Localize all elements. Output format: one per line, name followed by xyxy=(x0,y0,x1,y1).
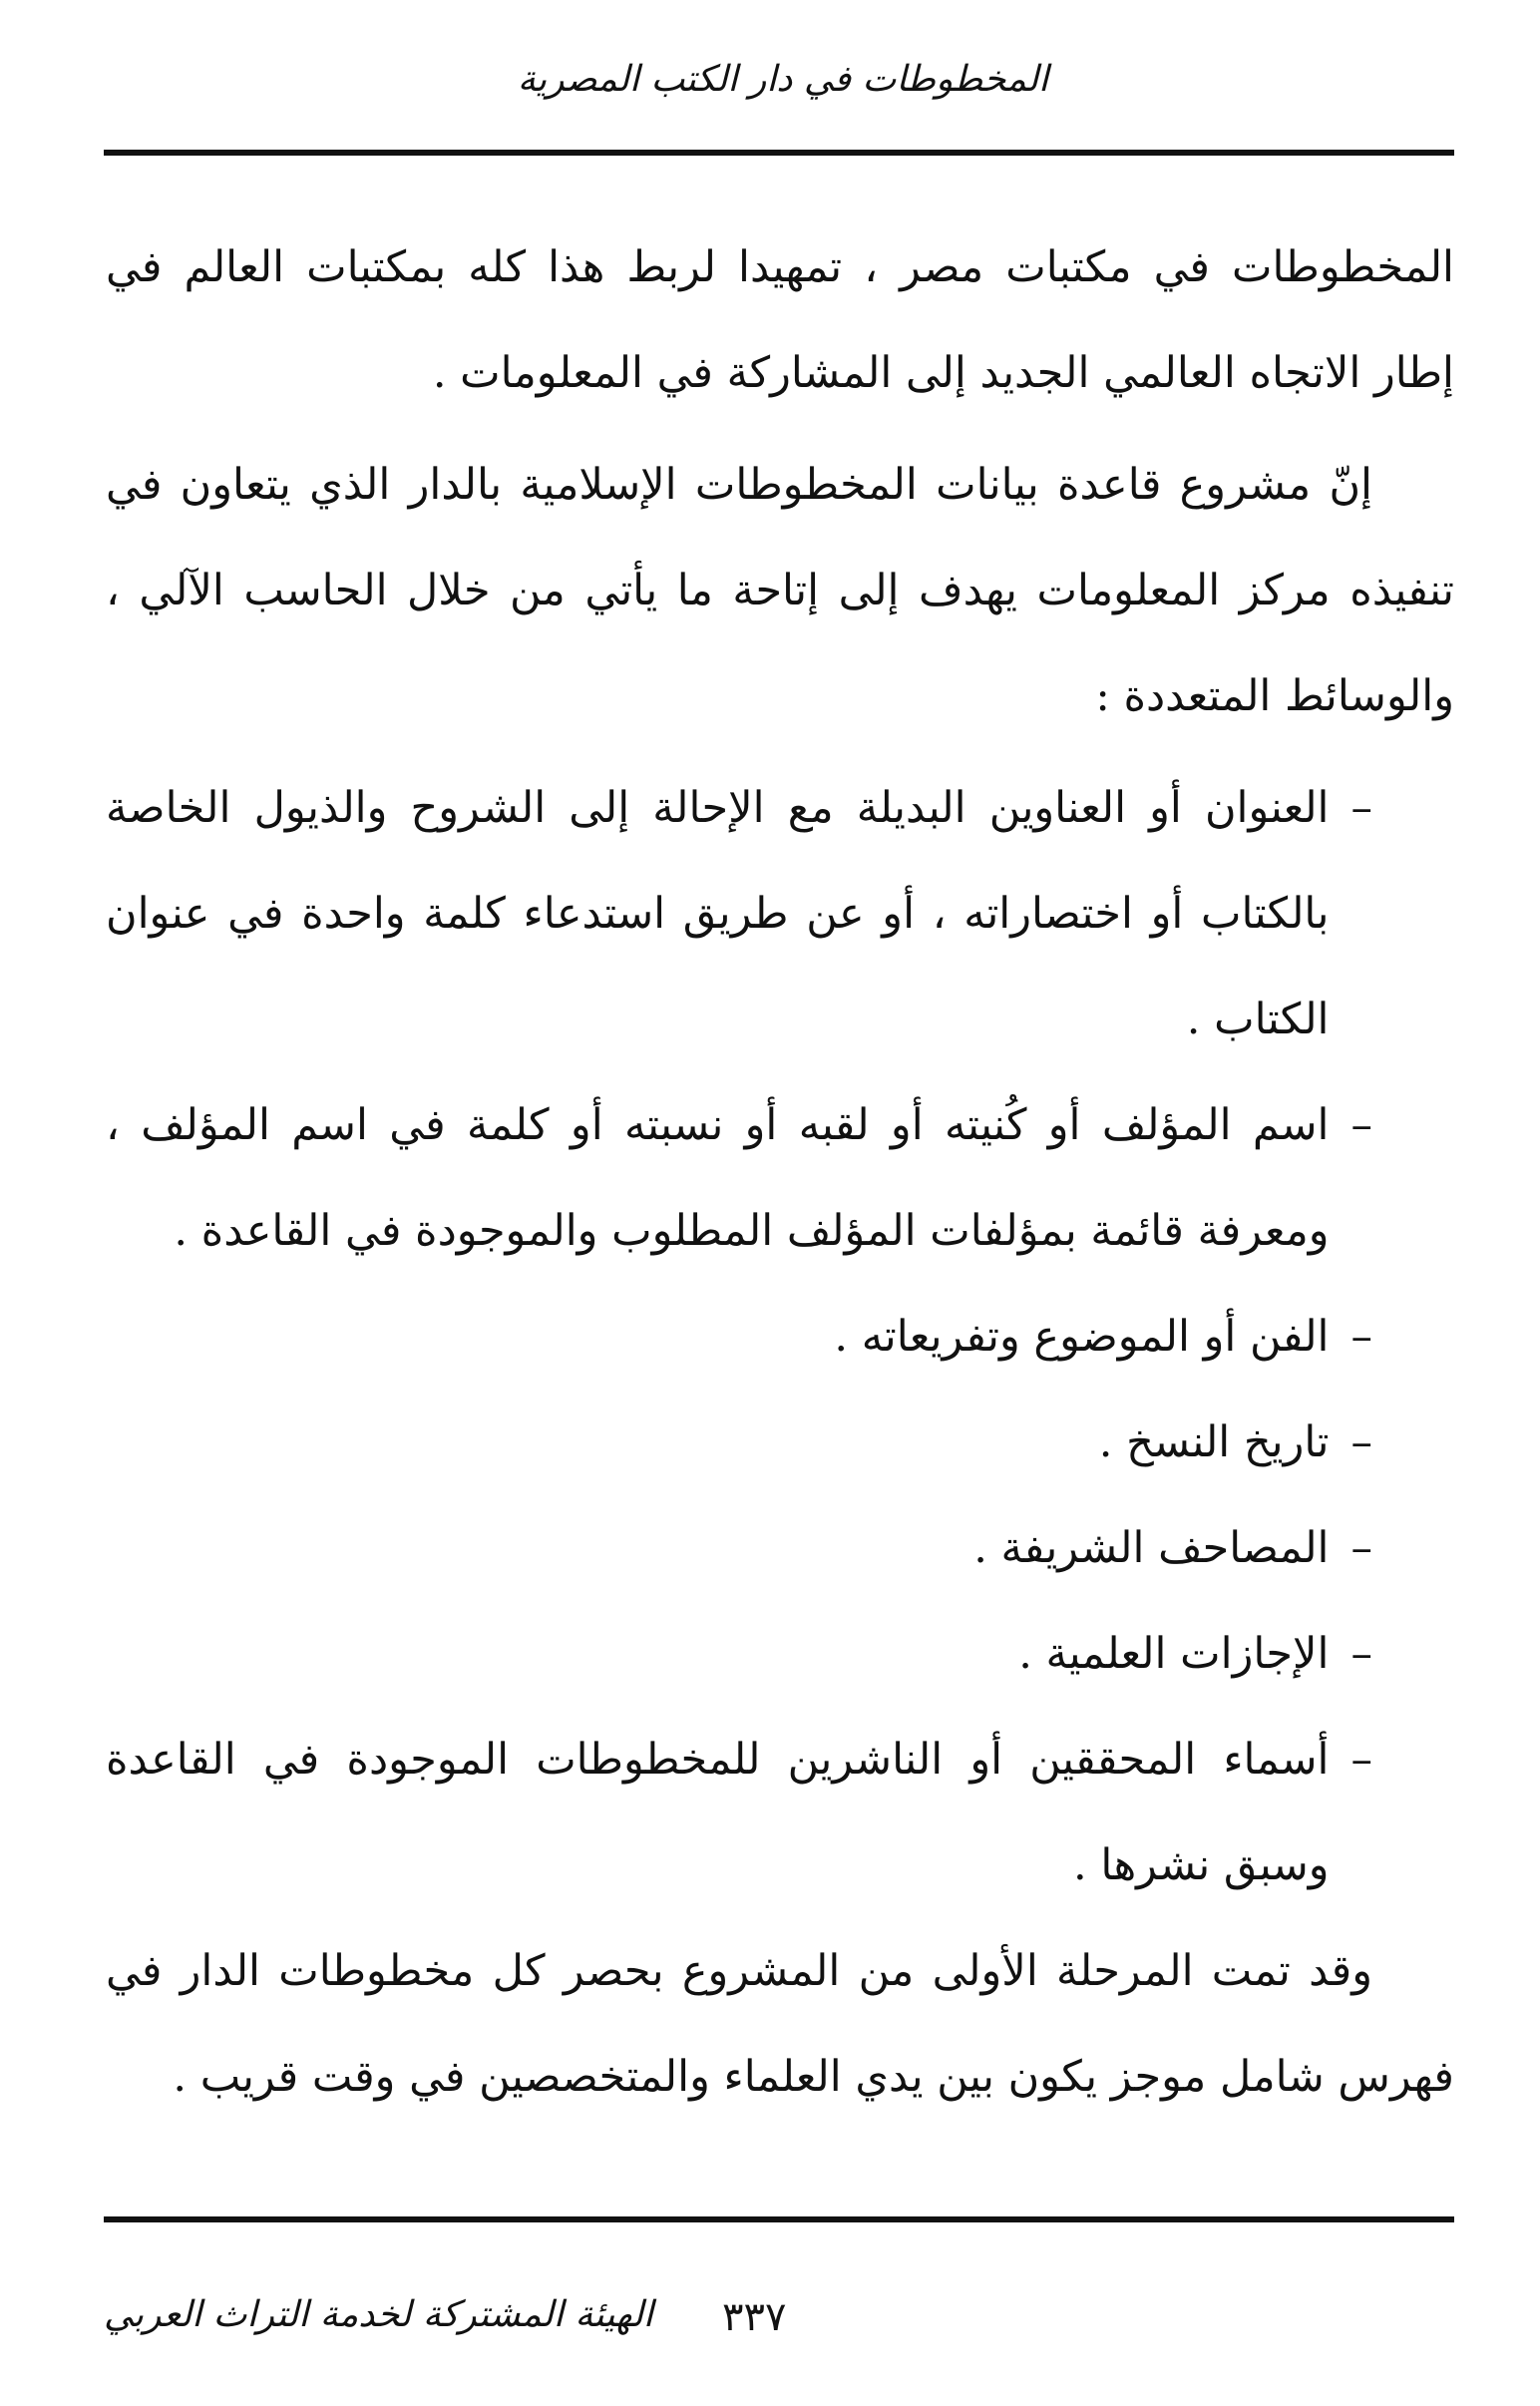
body-text xyxy=(106,214,1454,2136)
paragraph-project: إنّ مشروع قاعدة بيانات المخطوطات الإسلامية بالدار الذي يتعاون في تنفيذه مركز المعلومات يهدف إلى إتاحة ما يأتي من خلال الحاسب الآلي ، والوسائط المتعددة : xyxy=(106,460,1454,721)
dash-marker: – xyxy=(1350,1312,1372,1362)
list-item-mushafs xyxy=(106,1495,1454,1601)
page-footer xyxy=(104,2294,1454,2354)
footer-rule xyxy=(104,2216,1454,2222)
list-item-text: تاريخ النسخ . xyxy=(1098,1417,1330,1467)
dash-marker: – xyxy=(1350,1629,1372,1679)
paragraph-continuation: المخطوطات في مكتبات مصر ، تمهيدا لربط هذا كله بمكتبات العالم في إطار الاتجاه العالمي الجديد إلى المشاركة في المعلومات . xyxy=(106,242,1454,398)
list-item-ijazat xyxy=(106,1601,1454,1707)
page-number: ٣٣٧ xyxy=(722,2294,787,2340)
dash-marker: – xyxy=(1350,1735,1372,1785)
list-item-copy-date xyxy=(106,1390,1454,1495)
list-item-text: المصاحف الشريفة . xyxy=(973,1523,1330,1573)
list-item-text: الإجازات العلمية . xyxy=(1018,1629,1330,1679)
paragraph-first-phase: وقد تمت المرحلة الأولى من المشروع بحصر كل مخطوطات الدار في فهرس شامل موجز يكون بين يدي العلماء والمتخصصين في وقت قريب . xyxy=(106,1946,1454,2102)
list-item-text: العنوان أو العناوين البديلة مع الإحالة إلى الشروح والذيول الخاصة بالكتاب أو اختصاراته ، أو عن طريق استدعاء كلمة واحدة في عنوان الكتاب . xyxy=(106,783,1330,1044)
list-item-text: اسم المؤلف أو كُنيته أو لقبه أو نسبته أو كلمة في اسم المؤلف ، ومعرفة قائمة بمؤلفات المؤلف المطلوب والموجودة في القاعدة . xyxy=(106,1100,1330,1256)
list-item-text: أسماء المحققين أو الناشرين للمخطوطات الموجودة في القاعدة وسبق نشرها . xyxy=(106,1735,1330,1890)
list-item-subject xyxy=(106,1284,1454,1390)
header-rule xyxy=(104,150,1454,156)
dash-marker: – xyxy=(1350,1100,1372,1150)
list-item-title xyxy=(106,755,1454,1072)
list-item-editors xyxy=(106,1707,1454,1918)
running-head: المخطوطات في دار الكتب المصرية xyxy=(517,59,1049,100)
list-item-text: الفن أو الموضوع وتفريعاته . xyxy=(834,1312,1330,1362)
dash-marker: – xyxy=(1350,1417,1372,1467)
publisher-name: الهيئة المشتركة لخدمة التراث العربي xyxy=(104,2294,653,2335)
dash-marker: – xyxy=(1350,1523,1372,1573)
list-item-author xyxy=(106,1072,1454,1284)
dash-marker: – xyxy=(1350,783,1372,833)
